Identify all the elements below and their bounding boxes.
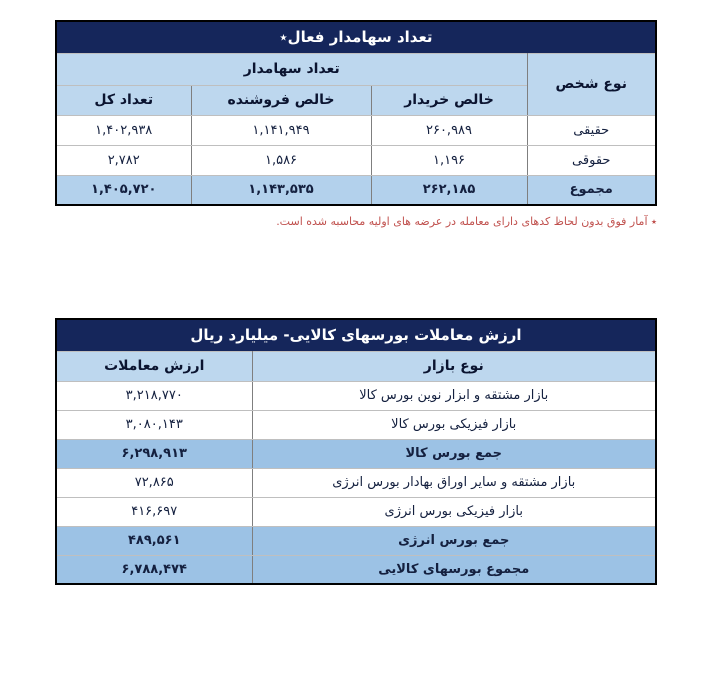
net-seller-cell: ۱,۱۴۱,۹۴۹ bbox=[191, 115, 371, 145]
total-count-column-header: تعداد کل bbox=[56, 85, 191, 115]
trade-value-column-header: ارزش معاملات bbox=[56, 351, 252, 381]
commodity-header-row bbox=[56, 351, 656, 381]
net-seller-column-header: خالص فروشنده bbox=[191, 85, 371, 115]
net-seller-cell: ۱,۵۸۶ bbox=[191, 145, 371, 175]
market-type-cell: بازار فیزیکی بورس کالا bbox=[252, 410, 656, 439]
total-count-cell: ۲,۷۸۲ bbox=[56, 145, 191, 175]
commodity-table-title-row bbox=[56, 319, 656, 351]
net-seller-cell: ۱,۱۴۳,۵۳۵ bbox=[191, 175, 371, 205]
net-buyer-cell: ۲۶۰,۹۸۹ bbox=[371, 115, 527, 145]
table-row-individual bbox=[56, 115, 656, 145]
total-count-cell: ۱,۴۰۲,۹۳۸ bbox=[56, 115, 191, 145]
shareholders-table-title-row bbox=[56, 21, 656, 53]
trade-value-cell: ۴۸۹,۵۶۱ bbox=[56, 526, 252, 555]
trade-value-cell: ۴۱۶,۶۹۷ bbox=[56, 497, 252, 526]
person-type-column-header: نوع شخص bbox=[527, 53, 656, 115]
market-type-cell: جمع بورس کالا bbox=[252, 439, 656, 468]
table-row-total bbox=[56, 175, 656, 205]
market-type-cell: بازار فیزیکی بورس انرژی bbox=[252, 497, 656, 526]
trade-value-cell: ۶,۷۸۸,۴۷۴ bbox=[56, 555, 252, 584]
table-row-legal bbox=[56, 145, 656, 175]
net-buyer-cell: ۱,۱۹۶ bbox=[371, 145, 527, 175]
table-row-all-commodity-exchanges-total bbox=[56, 555, 656, 584]
person-type-cell: حقوقی bbox=[527, 145, 656, 175]
shareholder-count-group-header: تعداد سهامدار bbox=[56, 53, 527, 85]
table-row-energy-physical bbox=[56, 497, 656, 526]
shareholders-table-section bbox=[57, 20, 657, 228]
person-type-cell: مجموع bbox=[527, 175, 656, 205]
table-row-commodity-exchange-total bbox=[56, 439, 656, 468]
market-type-column-header: نوع بازار bbox=[252, 351, 656, 381]
table-row-energy-exchange-total bbox=[56, 526, 656, 555]
trade-value-cell: ۳,۰۸۰,۱۴۳ bbox=[56, 410, 252, 439]
table-row-energy-derivatives bbox=[56, 468, 656, 497]
trade-value-cell: ۳,۲۱۸,۷۷۰ bbox=[56, 381, 252, 410]
commodity-table-section bbox=[57, 318, 657, 585]
table-row-commodity-physical bbox=[56, 410, 656, 439]
table-footnote: ٭ آمار فوق بدون لحاظ کدهای دارای معامله در عرضه های اولیه محاسبه شده است. bbox=[276, 215, 657, 228]
market-type-cell: جمع بورس انرژی bbox=[252, 526, 656, 555]
commodity-table-title: ارزش معاملات بورسهای کالایی- میلیارد ریال bbox=[56, 319, 656, 351]
total-count-cell: ۱,۴۰۵,۷۲۰ bbox=[56, 175, 191, 205]
group-header-row bbox=[56, 53, 656, 85]
shareholders-table-title: تعداد سهامدار فعال٭ bbox=[56, 21, 656, 53]
market-type-cell: بازار مشتقه و سایر اوراق بهادار بورس انرژی bbox=[252, 468, 656, 497]
net-buyer-cell: ۲۶۲,۱۸۵ bbox=[371, 175, 527, 205]
trade-value-cell: ۷۲,۸۶۵ bbox=[56, 468, 252, 497]
shareholders-table bbox=[55, 20, 657, 206]
net-buyer-column-header: خالص خریدار bbox=[371, 85, 527, 115]
commodity-table bbox=[55, 318, 657, 585]
table-row-commodity-derivatives bbox=[56, 381, 656, 410]
trade-value-cell: ۶,۲۹۸,۹۱۳ bbox=[56, 439, 252, 468]
person-type-cell: حقیقی bbox=[527, 115, 656, 145]
market-type-cell: بازار مشتقه و ابزار نوین بورس کالا bbox=[252, 381, 656, 410]
market-type-cell: مجموع بورسهای کالایی bbox=[252, 555, 656, 584]
